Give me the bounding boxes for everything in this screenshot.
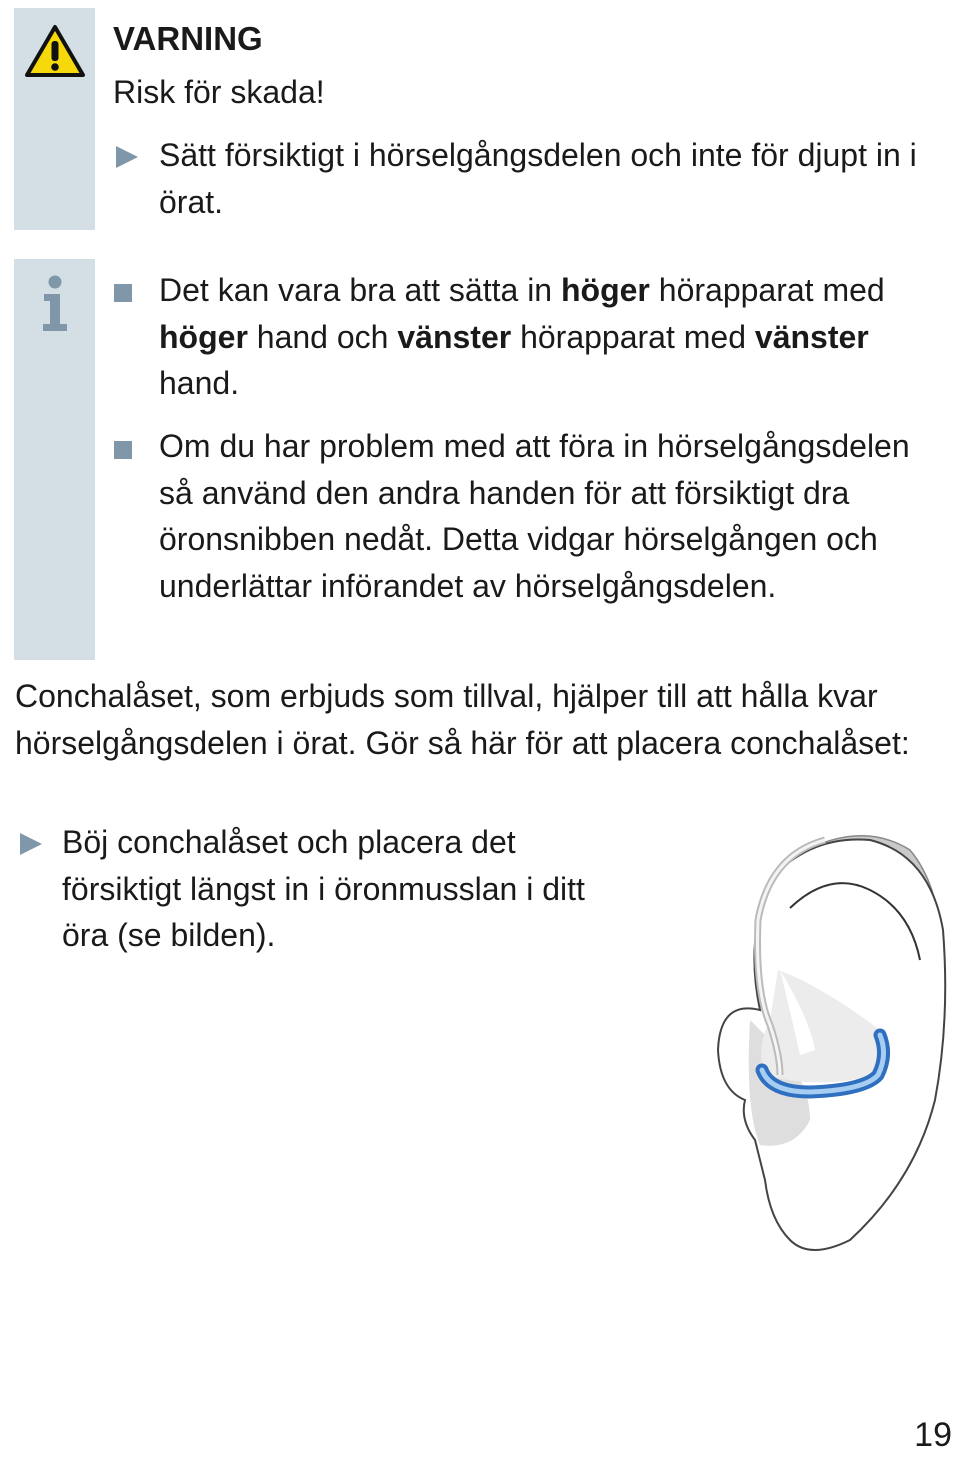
emphasis: vänster <box>397 318 512 355</box>
info-item-1 <box>159 267 919 407</box>
text: hand. <box>159 365 240 401</box>
emphasis: höger <box>159 318 248 355</box>
ear-illustration <box>700 820 960 1260</box>
emphasis: vänster <box>754 318 869 355</box>
warning-triangle-icon <box>24 24 86 78</box>
text: Det kan vara bra att sätta in <box>159 272 561 308</box>
warning-title: VARNING <box>113 20 263 57</box>
step-arrow-icon <box>114 144 140 170</box>
step-arrow-icon <box>18 831 44 857</box>
warning-subtitle: Risk för skada! <box>113 74 325 110</box>
bullet-square-icon <box>114 284 132 302</box>
emphasis: höger <box>560 272 650 308</box>
text: hand och <box>247 318 398 355</box>
info-icon <box>40 274 70 332</box>
text: hörapparat med <box>511 318 755 355</box>
warning-step: Sätt försiktigt i hörselgångsdelen och inte för djupt in i örat. <box>159 137 917 220</box>
info-item-2: Om du har problem med att föra in hörselgångsdelen så använd den andra handen för att försiktigt dra öronsnibben nedåt. Detta vidgar hörselgången och underlättar införandet av hörselgångsdelen. <box>159 428 910 604</box>
bullet-square-icon <box>114 441 132 459</box>
body-paragraph: Conchalåset, som erbjuds som tillval, hjälper till att hålla kvar hörselgångsdelen i örat. Gör så här för att placera conchalåset: <box>15 678 910 761</box>
body-step: Böj conchalåset och placera det försiktigt längst in i öronmusslan i ditt öra (se bilden). <box>62 824 585 953</box>
page-number: 19 <box>914 1416 952 1454</box>
text: hörapparat med <box>649 272 885 308</box>
